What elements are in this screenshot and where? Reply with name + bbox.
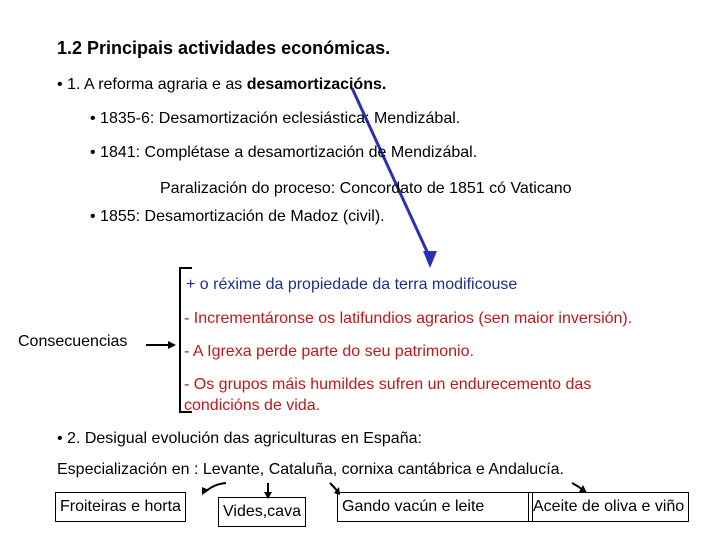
consequence-grupos: - Os grupos máis humildes sufren un endurecemento das condicións de vida. — [184, 376, 592, 414]
consequences-label: Consecuencias — [18, 333, 128, 350]
box-froiteiras: Froiteiras e horta — [55, 492, 186, 522]
consequence-latifundios: - Incrementáronse os latifundios agrarios (sen maior inversión). — [184, 310, 633, 327]
section2-heading: • 2. Desigual evolución das agriculturas en España: — [57, 430, 422, 447]
list-item-1835: • 1835-6: Desamortización eclesiástica: Mendizábal. — [90, 110, 461, 127]
emphasis-arrow-head — [423, 251, 437, 268]
section1-heading — [57, 76, 386, 94]
box-arrow-1 — [205, 483, 226, 492]
consequences-arrow-head — [168, 341, 176, 349]
section1-bold: desamortizacións. — [246, 76, 387, 93]
consequence-igrexa: - A Igrexa perde parte do seu patrimonio. — [184, 343, 474, 360]
list-item-paralizacion: Paralización do proceso: Concordato de 1851 có Vaticano — [160, 180, 572, 197]
page-title: 1.2 Principais actividades económicas. — [57, 38, 391, 58]
consequence-blue: + o réxime da propiedade da terra modificouse — [186, 276, 518, 293]
section1-bullet: • — [57, 76, 63, 93]
section1-prefix: 1. A reforma agraria e as — [67, 76, 247, 93]
box-gando: Gando vacún e leite — [337, 492, 533, 522]
box-aceite: Aceite de oliva e viño — [528, 492, 689, 522]
list-item-1841: • 1841: Complétase a desamortización de Mendizábal. — [90, 144, 478, 161]
specialization-text: Especialización en : Levante, Cataluña, cornixa cantábrica e Andalucía. — [57, 461, 564, 478]
list-item-1855: • 1855: Desamortización de Madoz (civil). — [90, 208, 385, 225]
box-vides: Vides,cava — [218, 497, 306, 527]
